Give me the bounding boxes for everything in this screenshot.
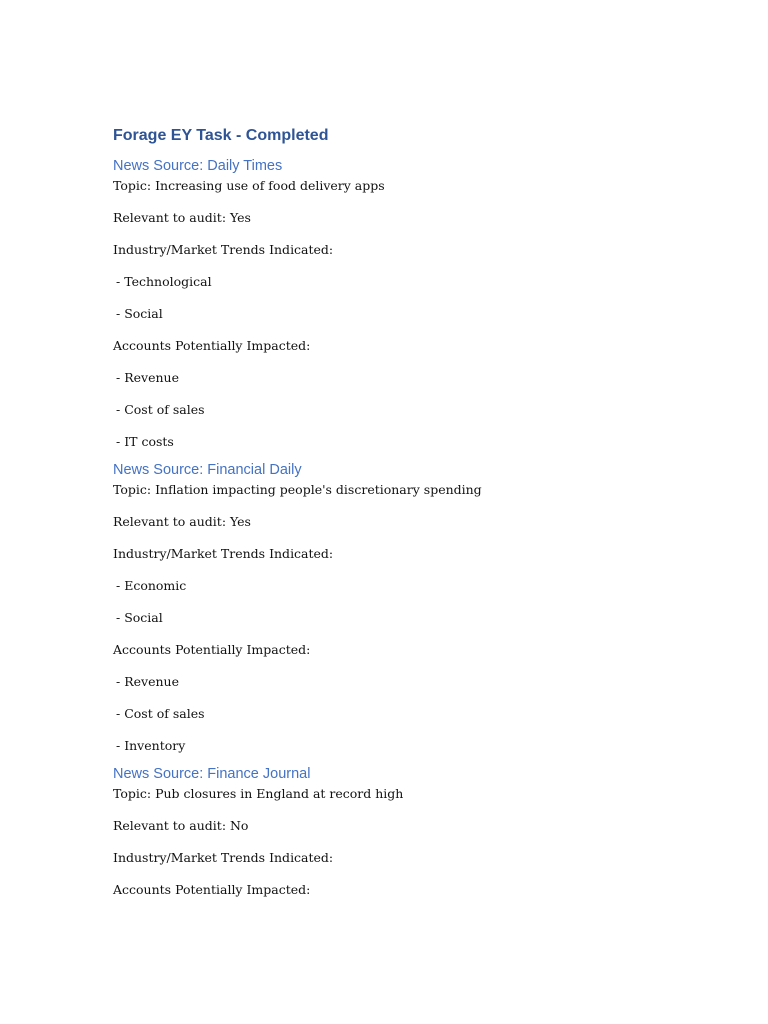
news-section xyxy=(113,460,693,764)
account-item: - Cost of sales xyxy=(116,706,205,721)
trend-item: - Social xyxy=(116,306,163,321)
news-source-heading: News Source: Daily Times xyxy=(113,158,283,174)
document-title: Forage EY Task - Completed xyxy=(113,127,329,144)
trend-item: - Economic xyxy=(116,578,187,593)
relevance-text: Relevant to audit: No xyxy=(113,818,249,833)
trends-label: Industry/Market Trends Indicated: xyxy=(113,850,334,865)
accounts-label: Accounts Potentially Impacted: xyxy=(113,882,311,897)
account-item: - IT costs xyxy=(116,434,174,449)
trends-label: Industry/Market Trends Indicated: xyxy=(113,242,334,257)
document-page xyxy=(113,123,693,914)
topic-text: Topic: Pub closures in England at record high xyxy=(113,786,404,801)
account-item: - Cost of sales xyxy=(116,402,205,417)
account-item: - Revenue xyxy=(116,674,179,689)
account-item: - Inventory xyxy=(116,738,186,753)
news-section xyxy=(113,764,693,914)
account-item: - Revenue xyxy=(116,370,179,385)
news-source-heading: News Source: Finance Journal xyxy=(113,766,311,782)
topic-text: Topic: Inflation impacting people's discretionary spending xyxy=(113,482,482,497)
trends-label: Industry/Market Trends Indicated: xyxy=(113,546,334,561)
relevance-text: Relevant to audit: Yes xyxy=(113,514,251,529)
news-source-heading: News Source: Financial Daily xyxy=(113,462,302,478)
trend-item: - Social xyxy=(116,610,163,625)
accounts-label: Accounts Potentially Impacted: xyxy=(113,642,311,657)
topic-text: Topic: Increasing use of food delivery apps xyxy=(113,178,385,193)
accounts-label: Accounts Potentially Impacted: xyxy=(113,338,311,353)
trend-item: - Technological xyxy=(116,274,212,289)
news-section xyxy=(113,156,693,460)
relevance-text: Relevant to audit: Yes xyxy=(113,210,251,225)
